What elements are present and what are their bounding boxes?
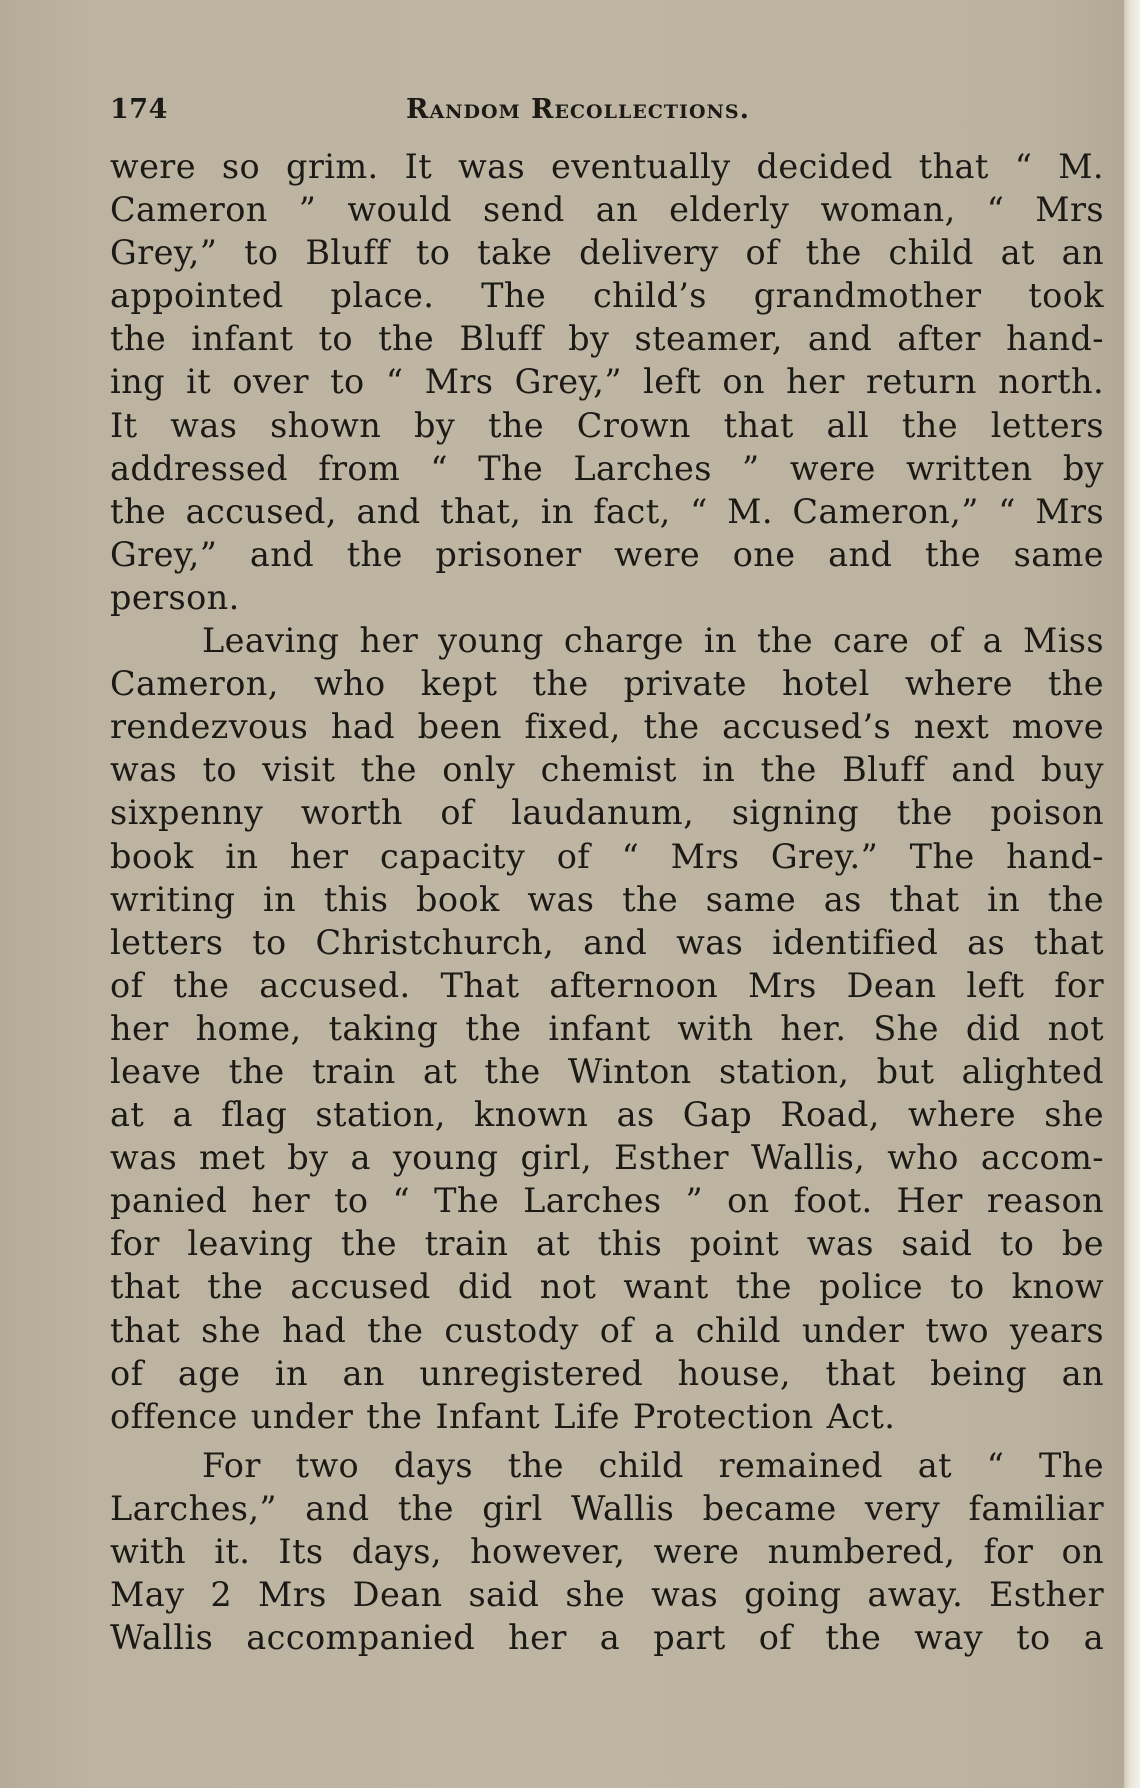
body-text [110,145,1104,1659]
text-line: was to visit the only chemist in the Bluff and buy [110,750,1104,790]
text-line: For two days the child remained at “ The [202,1445,1104,1485]
text-line: Cameron, who kept the private hotel where the [110,664,1104,704]
text-line: appointed place. The child’s grandmother took [110,276,1104,316]
text-line: book in her capacity of “ Mrs Grey.” The hand- [110,836,1104,876]
text-line: Leaving her young charge in the care of a Miss [202,621,1104,661]
page-number: 174 [110,94,168,125]
text-line: that the accused did not want the police to know [110,1267,1104,1307]
paragraph [110,619,1104,1438]
text-line: of the accused. That afternoon Mrs Dean left for [110,965,1104,1005]
text-line: of age in an unregistered house, that being an [110,1353,1104,1393]
text-line: leave the train at the Winton station, but alighted [110,1051,1104,1091]
paragraph [110,1444,1104,1659]
text-line: Larches,” and the girl Wallis became very familiar [110,1488,1104,1528]
text-line: Cameron ” would send an elderly woman, “ Mrs [110,190,1104,230]
text-line: ing it over to “ Mrs Grey,” left on her return north. [110,362,1104,402]
page-header [110,88,1100,128]
text-line: May 2 Mrs Dean said she was going away. Esther [110,1575,1104,1615]
text-line: were so grim. It was eventually decided that “ M. [110,147,1104,186]
text-line: for leaving the train at this point was said to be [110,1224,1104,1264]
text-line: rendezvous had been fixed, the accused’s next move [110,707,1104,747]
text-line: It was shown by the Crown that all the letters [110,405,1104,445]
text-line: was met by a young girl, Esther Wallis, who accom- [110,1138,1104,1178]
text-line: her home, taking the infant with her. She did not [110,1008,1104,1048]
text-line: panied her to “ The Larches ” on foot. Her reason [110,1181,1104,1221]
text-line: Wallis accompanied her a part of the way to a [110,1618,1104,1658]
text-line: Grey,” to Bluff to take delivery of the child at an [110,233,1104,273]
text-line: Grey,” and the prisoner were one and the same [110,534,1104,574]
text-line: offence under the Infant Life Protection Act. [110,1396,896,1436]
text-line: writing in this book was the same as that in the [110,879,1104,919]
text-line: at a flag station, known as Gap Road, where she [110,1095,1104,1135]
text-line: addressed from “ The Larches ” were written by [110,448,1104,488]
text-line: sixpenny worth of laudanum, signing the poison [110,793,1104,833]
paragraph [110,145,1104,619]
running-head: Random Recollections. [406,94,750,125]
text-line: that she had the custody of a child under two years [110,1310,1104,1350]
text-line: the accused, and that, in fact, “ M. Cameron,” “ Mrs [110,491,1104,531]
page-edge [1124,0,1140,1788]
text-line: person. [110,577,240,617]
text-line: with it. Its days, however, were numbered, for on [110,1532,1104,1571]
text-line: letters to Christchurch, and was identified as that [110,922,1104,962]
text-line: the infant to the Bluff by steamer, and after hand- [110,319,1104,359]
